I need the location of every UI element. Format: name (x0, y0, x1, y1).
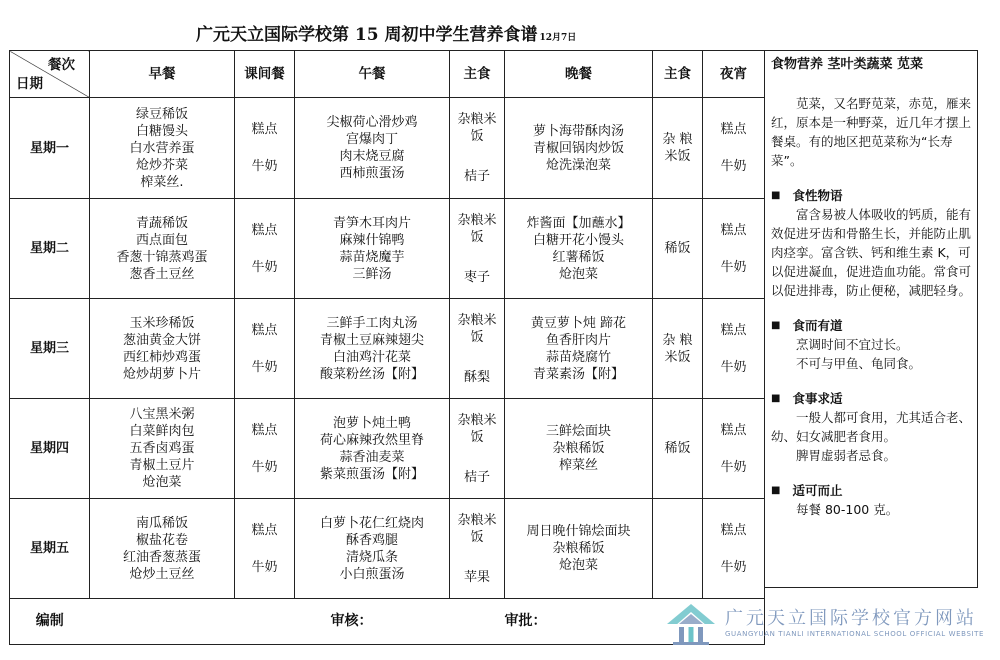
menu-item: 白糖开花小馒头 (532, 232, 624, 248)
signature-row (10, 599, 765, 645)
corner-bottom-label: 日期 (16, 76, 43, 92)
menu-item: 青椒土豆片 (129, 458, 195, 473)
menu-item: 杂粮米饭 (457, 212, 497, 245)
menu-item: 青菜素汤【附】 (532, 366, 624, 382)
menu-date: 12月7日 (539, 33, 577, 43)
square-bullet-icon: ■ (771, 320, 781, 331)
menu-item: 杂 粮米饭 (662, 332, 693, 365)
table-row (10, 499, 765, 599)
dinner-cell (505, 499, 653, 599)
nutrition-section (771, 316, 971, 373)
menu-item: 青椒回锅肉炒饭 (532, 140, 624, 156)
menu-item: 青椒土豆麻辣翅尖 (319, 332, 424, 348)
section-body: 富含易被人体吸收的钙质，能有效促进牙齿和骨骼生长，并能防止肌肉痉挛。富含铁、钙和维生素 K，可以促进凝血，促进造血功能。常食可以促进排毒，防止便秘，减肥轻身。 (771, 207, 972, 298)
menu-item: 糕点 (720, 122, 747, 137)
header-staple: 主食 (450, 51, 505, 98)
menu-item: 榨菜丝 (558, 458, 598, 473)
page-title: 广元天立国际学校第 15 周初中学生营养食谱 12月7日 (196, 25, 577, 45)
menu-item: 糕点 (251, 322, 278, 338)
header-staple2: 主食 (653, 51, 703, 98)
menu-item: 糕点 (251, 422, 278, 438)
menu-item: 牛奶 (251, 159, 278, 174)
staple-cell (450, 98, 505, 199)
menu-item: 八宝黑米粥 (129, 407, 195, 422)
menu-item: 白水营养蛋 (129, 140, 195, 156)
night-cell (703, 399, 765, 499)
section-title: 食性物语 (792, 188, 843, 203)
staple-cell (450, 199, 505, 299)
section-title: 适可而止 (792, 483, 843, 498)
menu-item: 牛奶 (251, 259, 278, 275)
night-cell (703, 199, 765, 299)
menu-item: 椒盐花卷 (135, 532, 188, 548)
section-body: 一般人都可食用，尤其适合老、幼、妇女减肥者食用。 (771, 410, 972, 444)
menu-item: 三鲜烩面块 (545, 424, 611, 439)
header-dinner: 晚餐 (505, 51, 653, 98)
staple-cell (450, 499, 505, 599)
menu-item: 五香卤鸡蛋 (129, 441, 195, 456)
nutrition-section (771, 389, 971, 465)
logo-chinese-text: 广元天立国际学校官方网站 (725, 608, 977, 629)
menu-item: 杂粮稀饭 (552, 541, 605, 556)
menu-item: 蒜香油麦菜 (339, 449, 405, 465)
staple2-cell (653, 199, 703, 299)
menu-item: 酥梨 (463, 369, 490, 385)
nutrition-section (771, 186, 971, 300)
snack-cell (235, 399, 295, 499)
day-label: 星期三 (10, 299, 90, 399)
menu-item: 炸酱面【加蘸水】 (526, 215, 631, 231)
lunch-cell (295, 299, 450, 399)
menu-item: 红油香葱蒸蛋 (122, 549, 201, 565)
breakfast-cell (90, 98, 235, 199)
menu-item: 杂粮米饭 (457, 412, 497, 445)
menu-item: 萝卜海带酥肉汤 (532, 123, 624, 139)
menu-item: 稀饭 (664, 441, 691, 456)
snack-cell (235, 98, 295, 199)
dinner-cell (505, 399, 653, 499)
lunch-cell (295, 399, 450, 499)
menu-item: 杂粮米饭 (457, 512, 497, 545)
menu-item: 酸菜粉丝汤【附】 (319, 366, 424, 382)
menu-item: 炝炒胡萝卜片 (122, 366, 201, 382)
nutrition-header: 食物营养 茎叶类蔬菜 苋菜 (771, 57, 924, 72)
menu-item: 糕点 (251, 122, 278, 137)
menu-item: 牛奶 (720, 559, 747, 575)
header-night: 夜宵 (703, 51, 765, 98)
header-breakfast: 早餐 (90, 51, 235, 98)
table-row (10, 98, 765, 199)
menu-item: 炝泡菜 (558, 266, 598, 282)
menu-item: 榨菜丝. (140, 174, 184, 190)
menu-item: 糕点 (720, 222, 747, 238)
dinner-cell (505, 98, 653, 199)
menu-item: 尖椒荷心滑炒鸡 (326, 115, 418, 130)
header-lunch: 午餐 (295, 51, 450, 98)
menu-item: 糕点 (720, 322, 747, 338)
breakfast-cell (90, 299, 235, 399)
staple2-cell (653, 98, 703, 199)
menu-item: 杂粮米饭 (457, 112, 497, 144)
menu-item: 肉末烧豆腐 (339, 149, 405, 164)
menu-item: 牛奶 (251, 559, 278, 575)
menu-item: 泡萝卜炖土鸭 (332, 415, 411, 431)
staple-cell (450, 299, 505, 399)
menu-item: 稀饭 (664, 241, 691, 256)
menu-item: 蒜苗烧腐竹 (545, 349, 611, 365)
night-cell (703, 299, 765, 399)
menu-item: 青笋木耳肉片 (332, 215, 411, 231)
menu-item: 糕点 (251, 222, 278, 238)
menu-item: 牛奶 (720, 159, 747, 174)
lunch-cell (295, 98, 450, 199)
lunch-cell (295, 199, 450, 299)
nutrition-section (771, 481, 971, 519)
editor-label: 编制 (10, 599, 90, 645)
day-label: 星期五 (10, 499, 90, 599)
nutrition-panel (764, 50, 978, 588)
snack-cell (235, 299, 295, 399)
menu-item: 清烧瓜条 (345, 549, 398, 565)
menu-item: 小白煎蛋汤 (339, 566, 405, 582)
night-cell (703, 499, 765, 599)
menu-item: 西柿煎蛋汤 (339, 166, 405, 181)
reviewer-label: 审核： (295, 599, 450, 645)
snack-cell (235, 499, 295, 599)
menu-item: 黄豆萝卜炖 蹄花 (530, 315, 627, 331)
school-emblem-icon (665, 602, 717, 646)
menu-item: 葱香土豆丝 (129, 266, 195, 282)
menu-item: 白萝卜花仁红烧肉 (319, 515, 424, 531)
breakfast-cell (90, 199, 235, 299)
menu-item: 周日晚什锦烩面块 (526, 524, 631, 539)
menu-item: 白菜鲜肉包 (129, 424, 195, 439)
square-bullet-icon: ■ (771, 190, 781, 201)
section-title: 食事求适 (792, 391, 843, 406)
menu-item: 苹果 (463, 569, 490, 585)
menu-table (9, 50, 765, 645)
menu-item: 香葱十锦蒸鸡蛋 (116, 249, 208, 265)
menu-item: 枣子 (463, 269, 490, 285)
menu-item: 三鲜手工肉丸汤 (326, 315, 418, 331)
menu-item: 牛奶 (251, 459, 278, 475)
nutrition-intro: 苋菜，又名野苋菜，赤苋，雁来红，原本是一种野菜，近几年才摆上餐桌。有的地区把苋菜称为“长寿菜”。 (771, 96, 972, 168)
menu-item: 白糖馒头 (135, 123, 188, 139)
table-row (10, 399, 765, 499)
menu-item: 糕点 (251, 522, 278, 538)
dinner-cell (505, 199, 653, 299)
menu-item: 桔子 (463, 169, 490, 184)
section-body: 不可与甲鱼、龟同食。 (796, 356, 922, 371)
section-body: 每餐 80-100 克。 (796, 502, 899, 517)
menu-item: 杂粮米饭 (457, 312, 497, 345)
breakfast-cell (90, 499, 235, 599)
square-bullet-icon: ■ (771, 485, 781, 496)
menu-item: 西点面包 (135, 232, 188, 248)
logo-english-text: GUANGYUAN TIANLI INTERNATIONAL SCHOOL OFFICIAL WEBSITE (725, 630, 985, 638)
menu-item: 麻辣什锦鸭 (339, 232, 405, 248)
menu-item: 糕点 (720, 422, 747, 438)
staple2-cell (653, 499, 703, 599)
dinner-cell (505, 299, 653, 399)
menu-item: 炝泡菜 (142, 475, 182, 490)
corner-top-label: 餐次 (48, 57, 75, 73)
menu-item: 桔子 (463, 469, 490, 485)
menu-item: 玉米珍稀饭 (129, 315, 195, 331)
menu-item: 炝洗澡泡菜 (545, 157, 611, 173)
table-row (10, 299, 765, 399)
menu-item: 西红柿炒鸡蛋 (122, 349, 201, 365)
lunch-cell (295, 499, 450, 599)
menu-item: 蒜苗烧魔芋 (339, 249, 405, 265)
menu-item: 南瓜稀饭 (135, 515, 188, 531)
menu-item: 荷心麻辣孜然里脊 (319, 432, 424, 448)
menu-item: 红薯稀饭 (552, 249, 605, 265)
day-label: 星期一 (10, 98, 90, 199)
menu-item: 葱油黄金大饼 (122, 332, 201, 348)
section-body: 烹调时间不宜过长。 (796, 337, 909, 352)
menu-item: 牛奶 (251, 359, 278, 375)
section-title: 食而有道 (792, 318, 843, 333)
menu-item: 鱼香肝肉片 (545, 332, 611, 348)
staple2-cell (653, 299, 703, 399)
staple2-cell (653, 399, 703, 499)
day-label: 星期二 (10, 199, 90, 299)
menu-item: 炝泡菜 (558, 558, 598, 573)
menu-item: 糕点 (720, 522, 747, 538)
menu-item: 紫菜煎蛋汤【附】 (319, 466, 424, 482)
table-row (10, 199, 765, 299)
school-logo (665, 600, 985, 650)
menu-item: 宫爆肉丁 (345, 132, 398, 147)
menu-item: 炝炒土豆丝 (129, 566, 195, 582)
corner-header-cell (10, 51, 90, 98)
table-header-row (10, 51, 765, 98)
menu-item: 青蔬稀饭 (135, 215, 188, 231)
menu-item: 牛奶 (720, 459, 747, 475)
square-bullet-icon: ■ (771, 393, 781, 404)
menu-item: 杂 粮米饭 (662, 132, 693, 164)
menu-item: 绿豆稀饭 (135, 106, 188, 122)
menu-item: 酥香鸡腿 (345, 532, 398, 548)
night-cell (703, 98, 765, 199)
menu-item: 白油鸡汁花菜 (332, 349, 411, 365)
snack-cell (235, 199, 295, 299)
staple-cell (450, 399, 505, 499)
menu-item: 杂粮稀饭 (552, 441, 605, 456)
menu-item: 三鲜汤 (352, 266, 392, 282)
header-snack: 课间餐 (235, 51, 295, 98)
menu-item: 炝炒芥菜 (135, 157, 188, 173)
breakfast-cell (90, 399, 235, 499)
section-body: 脾胃虚弱者忌食。 (796, 448, 897, 463)
approver-label: 审批： (505, 599, 653, 645)
menu-item: 牛奶 (720, 259, 747, 275)
day-label: 星期四 (10, 399, 90, 499)
menu-item: 牛奶 (720, 359, 747, 375)
